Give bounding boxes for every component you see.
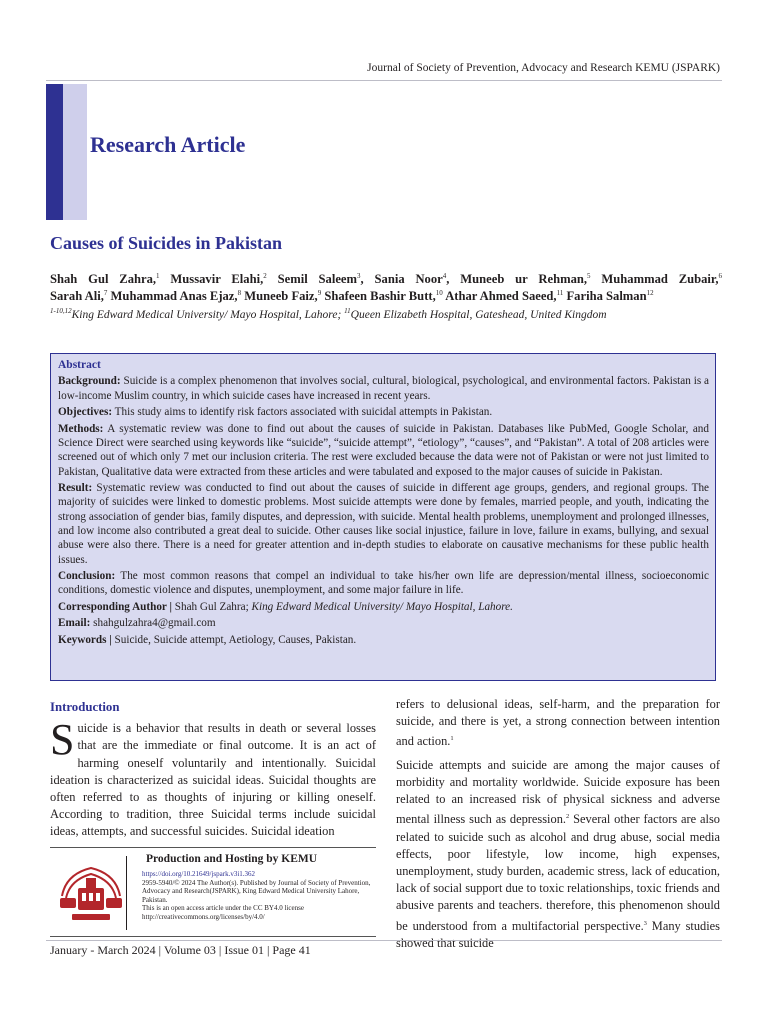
page-footer: January - March 2024 | Volume 03 | Issue 01 | Page 41 bbox=[50, 943, 311, 957]
intro-paragraph-2: Suicide attempts and suicide are among the major causes of morbidity and mortality worldwide. Suicide exposure has been related to an increased risk of physical sickness and adverse mental illness such as depression.$^2$ Several other factors are also related to suicide such as alcohol and drug abuse, social media effects, poor lifestyle, low income, high expenses, unemployment, study burden, academic stress, lack of education, lack of social support due to toxic relationships, toxic friends and abusive parents and teachers. therefore, this phenomenon should be understood from a multifactorial perspective.$^3$ Many studies showed that suicide bbox=[396, 757, 720, 951]
intro-paragraph-1-continued: refers to delusional ideas, self-harm, and the preparation for suicide, and there is yet, a strong connection between intention and action.$^1$ bbox=[396, 697, 720, 749]
production-divider bbox=[126, 856, 127, 930]
article-type: Research Article bbox=[90, 132, 246, 157]
license-line: This is an open access article under the CC BY4.0 license bbox=[142, 904, 304, 912]
production-details bbox=[142, 870, 374, 921]
author: Sarah Ali, bbox=[50, 289, 104, 304]
keywords-line: Keywords | Suicide, Suicide attempt, Aetiology, Causes, Pakistan. bbox=[58, 633, 357, 646]
corresponding-author: Corresponding Author | Shah Gul Zahra; King Edward Medical University/ Mayo Hospital, Lahore. bbox=[58, 600, 513, 613]
author: Fariha Salman bbox=[566, 289, 647, 304]
journal-header: Journal of Society of Prevention, Advocacy and Research KEMU (JSPARK) bbox=[367, 62, 720, 74]
email-line: Email: shahgulzahra4@gmail.com bbox=[58, 617, 216, 630]
abstract-heading: Abstract bbox=[58, 359, 101, 371]
introduction-heading: Introduction bbox=[50, 700, 120, 714]
copyright-line: 2959-5940/© 2024 The Author(s). Published by Journal of Society of Prevention, Advocacy and Research(JSPARK), King Edward Medical University Lahore, Pakistan. bbox=[142, 878, 371, 904]
body-column-left bbox=[50, 699, 376, 841]
author: Semil Saleem bbox=[277, 272, 358, 287]
intro-paragraph-1: Suicide is a behavior that results in death or several losses that are the immediate or final outcome. It is an act of harming oneself voluntarily and intentionally. Suicidal ideation is characterized as suicidal ideas. Suicidal thoughts are often referred to as thoughts of injuring or killing oneself. According to tradition, three Suicidal terms include suicidal ideas, attempts, and successful suicides. Suicidal ideation bbox=[50, 715, 376, 839]
author: Shafeen Bashir Butt, bbox=[324, 289, 436, 304]
author: Muhammad Zubair, bbox=[601, 272, 719, 287]
production-box bbox=[50, 847, 376, 937]
abstract-objectives: Objectives: This study aims to identify risk factors associated with suicidal attempts in Pakistan. bbox=[58, 406, 493, 419]
accent-band-light bbox=[63, 84, 87, 220]
author: Shah Gul Zahra, bbox=[50, 272, 157, 287]
email-link[interactable]: shahgulzahra4@gmail.com bbox=[93, 617, 216, 630]
author-list-line-1: Shah Gul Zahra,$^1$ Mussavir Elahi,$^2$ Semil Saleem$^3$, Sania Noor$^4$, Muneeb ur Rehman,$^5$ Muhammad Zubair,$^6$ bbox=[50, 272, 722, 287]
production-title: Production and Hosting by KEMU bbox=[146, 853, 318, 865]
kemu-logo-icon bbox=[56, 858, 126, 928]
drop-cap: S bbox=[50, 715, 75, 765]
accent-band-dark bbox=[46, 84, 63, 220]
header-rule bbox=[46, 80, 722, 81]
body-column-right bbox=[396, 696, 720, 952]
author: Mussavir Elahi, bbox=[170, 272, 264, 287]
author: , Sania Noor bbox=[360, 272, 443, 287]
abstract-background: Background: Suicide is a complex phenomenon that involves social, cultural, biological, psychological, and environmental factors. Pakistan is a low-income Muslim country, in which suicide cases have increased in recent years. bbox=[58, 375, 710, 402]
footer-rule bbox=[46, 940, 722, 941]
abstract-box bbox=[50, 353, 716, 681]
paper-title: Causes of Suicides in Pakistan bbox=[50, 233, 283, 253]
author: Muneeb Faiz, bbox=[244, 289, 318, 304]
doi-link[interactable]: https://doi.org/10.21649/jspark.v3i1.362 bbox=[142, 870, 256, 878]
abstract-conclusion: Conclusion: The most common reasons that compel an individual to take his/her own life are depression/mental illness, socioeconomic conditions, domestic violence and disputes, unemployment, and some major failure in life. bbox=[58, 570, 709, 597]
author: Athar Ahmed Saeed, bbox=[445, 289, 557, 304]
affiliations: $^{1-10,12}$King Edward Medical University/ Mayo Hospital, Lahore; $^{11}$Queen Elizabeth Hospital, Gateshead, United Kingdom bbox=[50, 307, 607, 321]
abstract-methods: Methods: A systematic review was done to find out about the causes of suicide in Pakistan. Databases like PubMed, Google Scholar, and Science Direct were searched using keywords like “suicide”, “suicide attempt”, “etiology”, “causes”, and “Pakistan”. A total of 208 articles were screened out of which only 7 met our inclusion criteria. The rest were excluded because the data were not of Pakistan or were not just limited to Pakistan, Qualitative data were extracted from these articles and were tabulated and exposed to the major causes of suicide in Pakistan. bbox=[58, 422, 709, 478]
author-list-line-2: Sarah Ali,$^7$ Muhammad Anas Ejaz,$^8$ Muneeb Faiz,$^9$ Shafeen Bashir Butt,$^{10}$ Athar Ahmed Saeed,$^{11}$ Fariha Salman$^{12}$ bbox=[50, 289, 654, 304]
author: , Muneeb ur Rehman, bbox=[446, 272, 588, 287]
abstract-result: Result: Systematic review was conducted to find out about the causes of suicide in different age groups, genders, and regional groups. The majority of suicides were linked to domestic problems. Most suicide attempts were done by females, married people, and youth, indicating the strong association of gender bias, family disputes, and depression, with suicide. Mental health problems, unemployment and prolonged illnesses, and low income also contributed a great deal to suicide. Other causes like social injustice, failure in love, failure in exams, bullying, and sexual abuse were also there. There is a need for greater attention and in-depth studies to elaborate on causative mechanisms for these public health issues. bbox=[58, 482, 709, 566]
license-url[interactable]: http://creativecommons.org/licenses/by/4.0/ bbox=[142, 912, 265, 921]
author: Muhammad Anas Ejaz, bbox=[110, 289, 238, 304]
